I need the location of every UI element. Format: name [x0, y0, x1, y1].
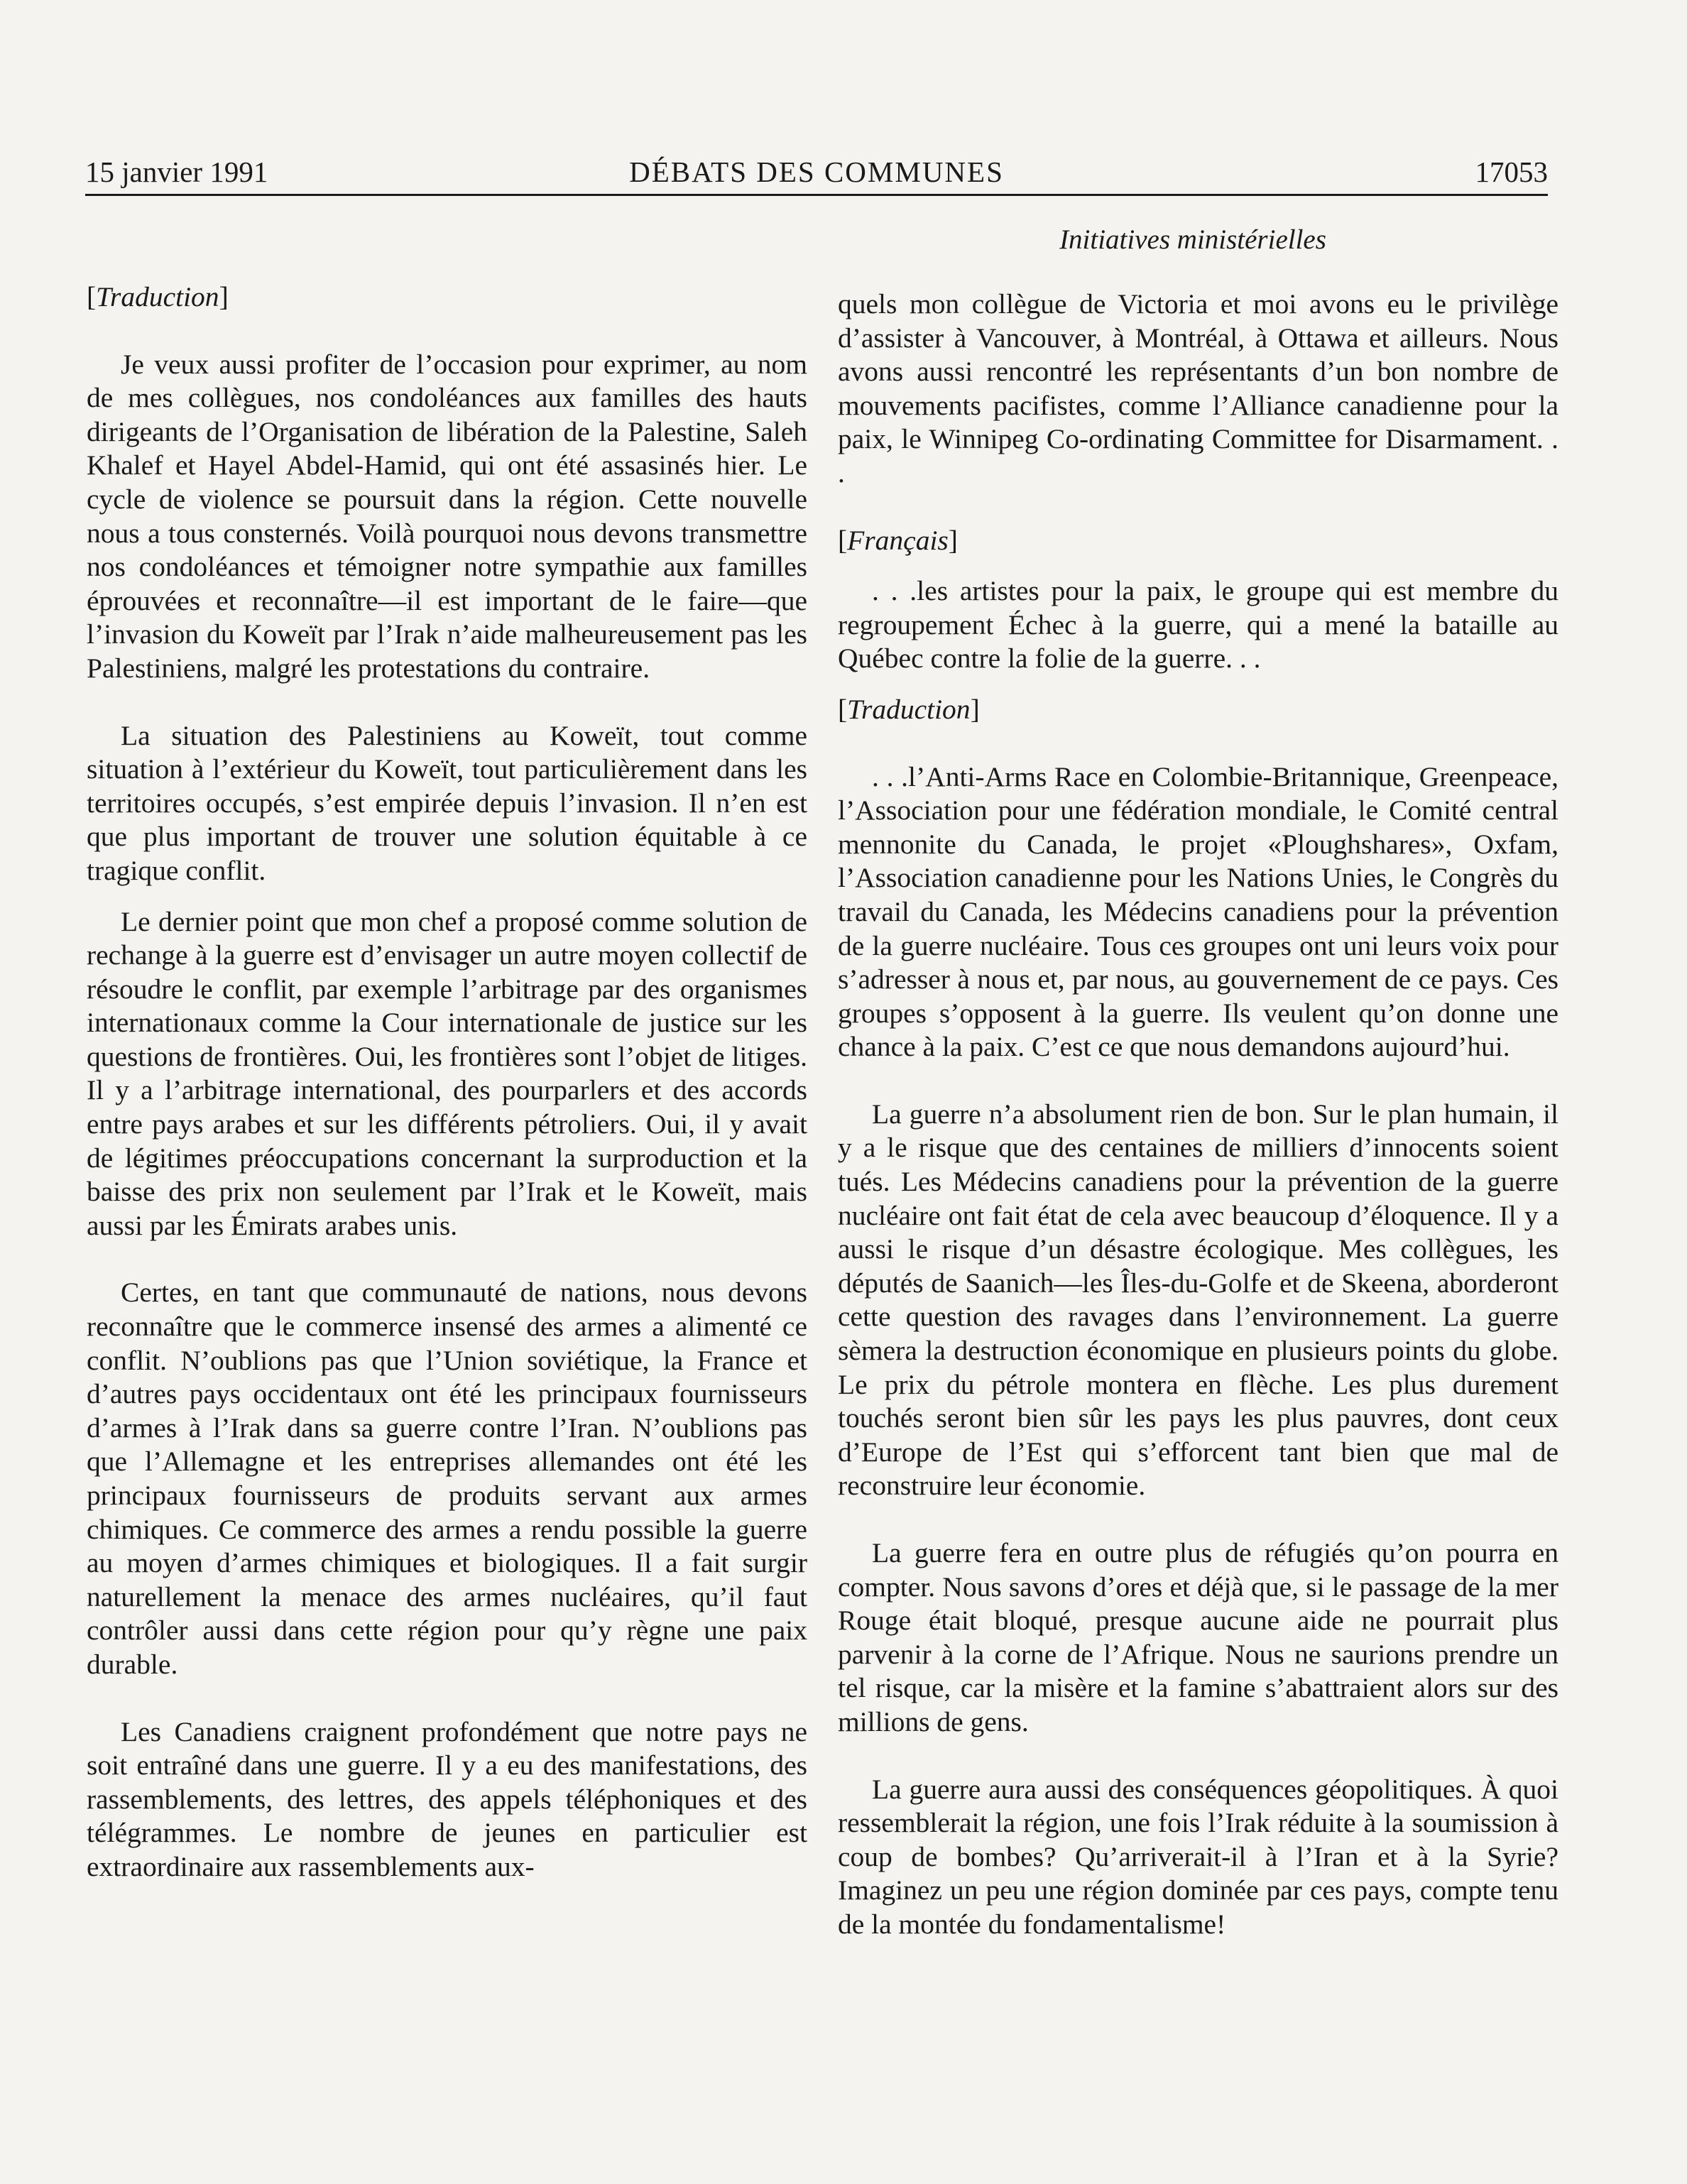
- running-head: Initiatives ministérielles: [1059, 224, 1326, 255]
- language-tag-traduction: [Traduction]: [838, 693, 980, 725]
- paragraph: La situation des Palestiniens au Koweït, tout comme situation à l’extérieur du Koweït, tout particulièrement dans les territoires occupés, s’est empirée depuis l’invasion. Il n’en est que plus important de trouver une solution équitable à ce tragique conflit.: [87, 719, 807, 886]
- paragraph: Les Canadiens craignent profondément que notre pays ne soit entraîné dans une guerre. Il y a eu des manifestations, des rassemblements, des lettres, des appels téléphoniques et des télégrammes. Le nombre de jeunes en particulier est extraordinaire aux rassemblements aux-: [87, 1715, 807, 1882]
- right-column: [838, 288, 1558, 1942]
- page-header: [85, 155, 1548, 197]
- paragraph: Le dernier point que mon chef a proposé comme solution de rechange à la guerre est d’envisager un autre moyen collectif de résoudre le conflit, par exemple l’arbitrage par des organismes internationaux comme la Cour internationale de justice sur les questions de frontières. Oui, les frontières sont l’objet de litiges. Il y a l’arbitrage international, des pourparlers et des accords entre pays arabes et sur les différents pétroliers. Oui, il y avait de légitimes préoccupations concernant la surproduction et la baisse des prix non seulement par l’Irak et le Koweït, mais aussi par les Émirats arabes unis.: [87, 905, 807, 1241]
- paragraph: La guerre aura aussi des conséquences géopolitiques. À quoi ressemblerait la région, une fois l’Irak réduite à la soumission à coup de bombes? Qu’arriverait-il à l’Iran et à la Syrie? Imaginez un peu une région dominée par ces pays, compte tenu de la montée du fondamentalisme!: [838, 1773, 1558, 1940]
- header-rule: [85, 194, 1548, 196]
- paragraph: La guerre n’a absolument rien de bon. Sur le plan humain, il y a le risque que des centaines de milliers d’innocents soient tués. Les Médecins canadiens pour la prévention de la guerre nucléaire ont fait état de cela avec beaucoup d’éloquence. Il y a aussi le risque d’un désastre écologique. Mes collègues, les députés de Saanich—les Îles-du-Golfe et de Skeena, aborderont cette question des ravages dans l’environnement. La guerre sèmera la destruction économique en plusieurs points du globe. Le prix du pétrole montera en flèche. Les plus durement touchés seront bien sûr les pays les plus pauvres, dont ceux d’Europe de l’Est qui s’efforcent tant bien que mal de reconstruire leur économie.: [838, 1098, 1558, 1502]
- page-number: 17053: [1475, 155, 1548, 188]
- language-tag-francais: [Français]: [838, 524, 958, 556]
- paragraph: . . .l’Anti-Arms Race en Colombie-Britannique, Greenpeace, l’Association pour une fédération mondiale, le Comité central mennonite du Canada, le projet «Ploughshares», Oxfam, l’Association canadienne pour les Nations Unies, le Congrès du travail du Canada, les Médecins canadiens pour la prévention de la guerre nucléaire. Tous ces groupes ont uni leurs voix pour s’adresser à nous et, par nous, au gouvernement de ce pays. Ces groupes s’opposent à la guerre. Ils veulent qu’on donne une chance à la paix. C’est ce que nous demandons aujourd’hui.: [838, 760, 1558, 1063]
- paragraph: quels mon collègue de Victoria et moi avons eu le privilège d’assister à Vancouver, à Montréal, à Ottawa et ailleurs. Nous avons aussi rencontré les représentants d’un bon nombre de mouvements pacifistes, comme l’Alliance canadienne pour la paix, le Winnipeg Co-ordinating Committee for Disarmament. . .: [838, 288, 1558, 488]
- header-date: 15 janvier 1991: [85, 155, 268, 188]
- language-tag-traduction: [Traduction]: [87, 281, 229, 312]
- left-column: [87, 280, 807, 1884]
- paragraph: Je veux aussi profiter de l’occasion pour exprimer, au nom de mes collègues, nos condoléances aux familles des hauts dirigeants de l’Organisation de libération de la Palestine, Saleh Khalef et Hayel Abdel-Hamid, qui ont été assasinés hier. Le cycle de violence se poursuit dans la région. Cette nouvelle nous a tous consternés. Voilà pourquoi nous devons transmettre nos condoléances et témoigner notre sympathie aux familles éprouvées et reconnaître—il est important de le faire—que l’invasion du Koweït par l’Irak n’aide malheureusement pas les Palestiniens, malgré les protestations du contraire.: [87, 348, 807, 684]
- paragraph: Certes, en tant que communauté de nations, nous devons reconnaître que le commerce insensé des armes a alimenté ce conflit. N’oublions pas que l’Union soviétique, la France et d’autres pays occidentaux ont été les principaux fournisseurs d’armes à l’Irak dans sa guerre contre l’Iran. N’oublions pas que l’Allemagne et les entreprises allemandes ont été les principaux fournisseurs de produits servant aux armes chimiques. Ce commerce des armes a rendu possible la guerre au moyen d’armes chimiques et biologiques. Il a fait surgir naturellement la menace des armes nucléaires, qu’il faut contrôler aussi dans cette région pour qu’y règne une paix durable.: [87, 1277, 807, 1680]
- header-title: DÉBATS DES COMMUNES: [629, 155, 1004, 188]
- paragraph: . . .les artistes pour la paix, le groupe qui est membre du regroupement Échec à la guerre, qui a mené la bataille au Québec contre la folie de la guerre. . .: [838, 575, 1558, 675]
- paragraph: La guerre fera en outre plus de réfugiés qu’on pourra en compter. Nous savons d’ores et déjà que, si le passage de la mer Rouge était bloqué, presque aucune aide ne pourrait plus parvenir à la corne de l’Afrique. Nous ne saurions prendre un tel risque, car la misère et la famine s’abattraient alors sur des millions de gens.: [838, 1537, 1558, 1737]
